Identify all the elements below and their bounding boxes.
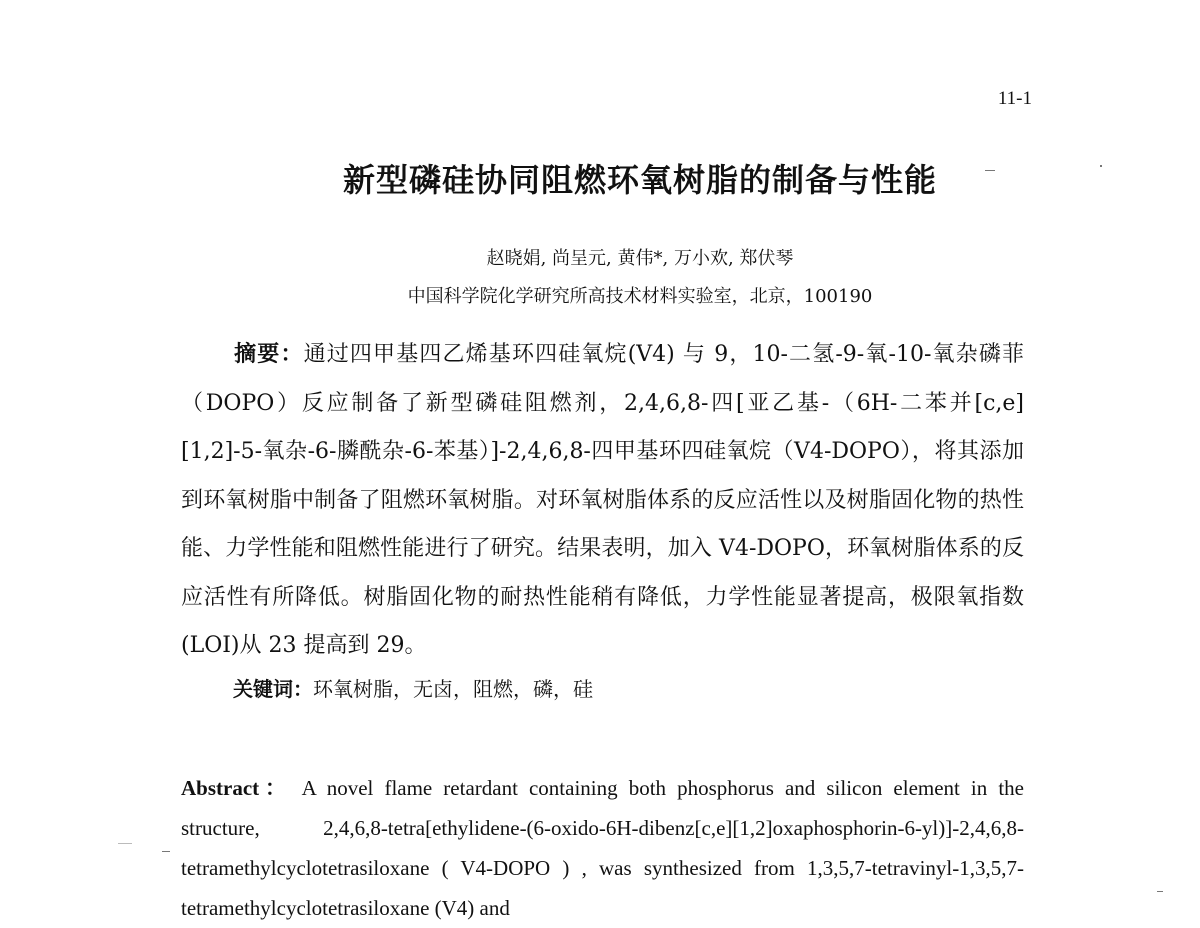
abstract-chinese [181, 330, 1024, 671]
paper-title: 新型磷硅协同阻燃环氧树脂的制备与性能 [342, 161, 937, 199]
scan-speck [162, 851, 170, 852]
keywords-chinese [233, 674, 593, 704]
abstract-english [181, 768, 1024, 928]
affiliation: 中国科学院化学研究所高技术材料实验室，北京，100190 [407, 286, 873, 307]
scan-speck [1157, 891, 1163, 892]
keywords-cn-label: 关键词： [233, 677, 313, 701]
abstract-cn-label: 摘要： [233, 341, 304, 367]
authors: 赵晓娟, 尚呈元, 黄伟*, 万小欢, 郑伏琴 [486, 248, 794, 269]
abstract-en-text: A novel flame retardant containing both phosphorus and silicon element in the structure, 2,4,6,8-tetra[ethylidene-(6-oxido-6H-dibenz[c,e][1,2]oxaphosphorin-6-yl)]-2,4,6,8-tetramethylcyclotetrasiloxane ( V4-DOPO ) , was synthesized from 1,3,5,7-tetravinyl-1,3,5,7-tetramethylcyclotetrasiloxane (V4) and [181, 776, 1024, 920]
scan-speck [1100, 165, 1102, 167]
scan-speck [118, 843, 132, 844]
page-number: 11-1 [997, 88, 1032, 109]
abstract-cn-text: 通过四甲基四乙烯基环四硅氧烷(V4) 与 9，10-二氢-9-氧-10-氧杂磷菲（DOPO）反应制备了新型磷硅阻燃剂，2,4,6,8-四[亚乙基-（6H-二苯并[c,e][1,2]-5-氧杂-6-膦酰杂-6-苯基）]-2,4,6,8-四甲基环四硅氧烷（V4-DOPO），将其添加到环氧树脂中制备了阻燃环氧树脂。对环氧树脂体系的反应活性以及树脂固化物的热性能、力学性能和阻燃性能进行了研究。结果表明，加入 V4-DOPO，环氧树脂体系的反应活性有所降低。树脂固化物的耐热性能稍有降低，力学性能显著提高，极限氧指数(LOI)从 23 提高到 29。 [181, 342, 1024, 658]
abstract-en-label: Abstract： [181, 776, 292, 800]
keywords-cn-text: 环氧树脂，无卤，阻燃，磷，硅 [313, 677, 593, 701]
scan-speck [985, 170, 995, 171]
